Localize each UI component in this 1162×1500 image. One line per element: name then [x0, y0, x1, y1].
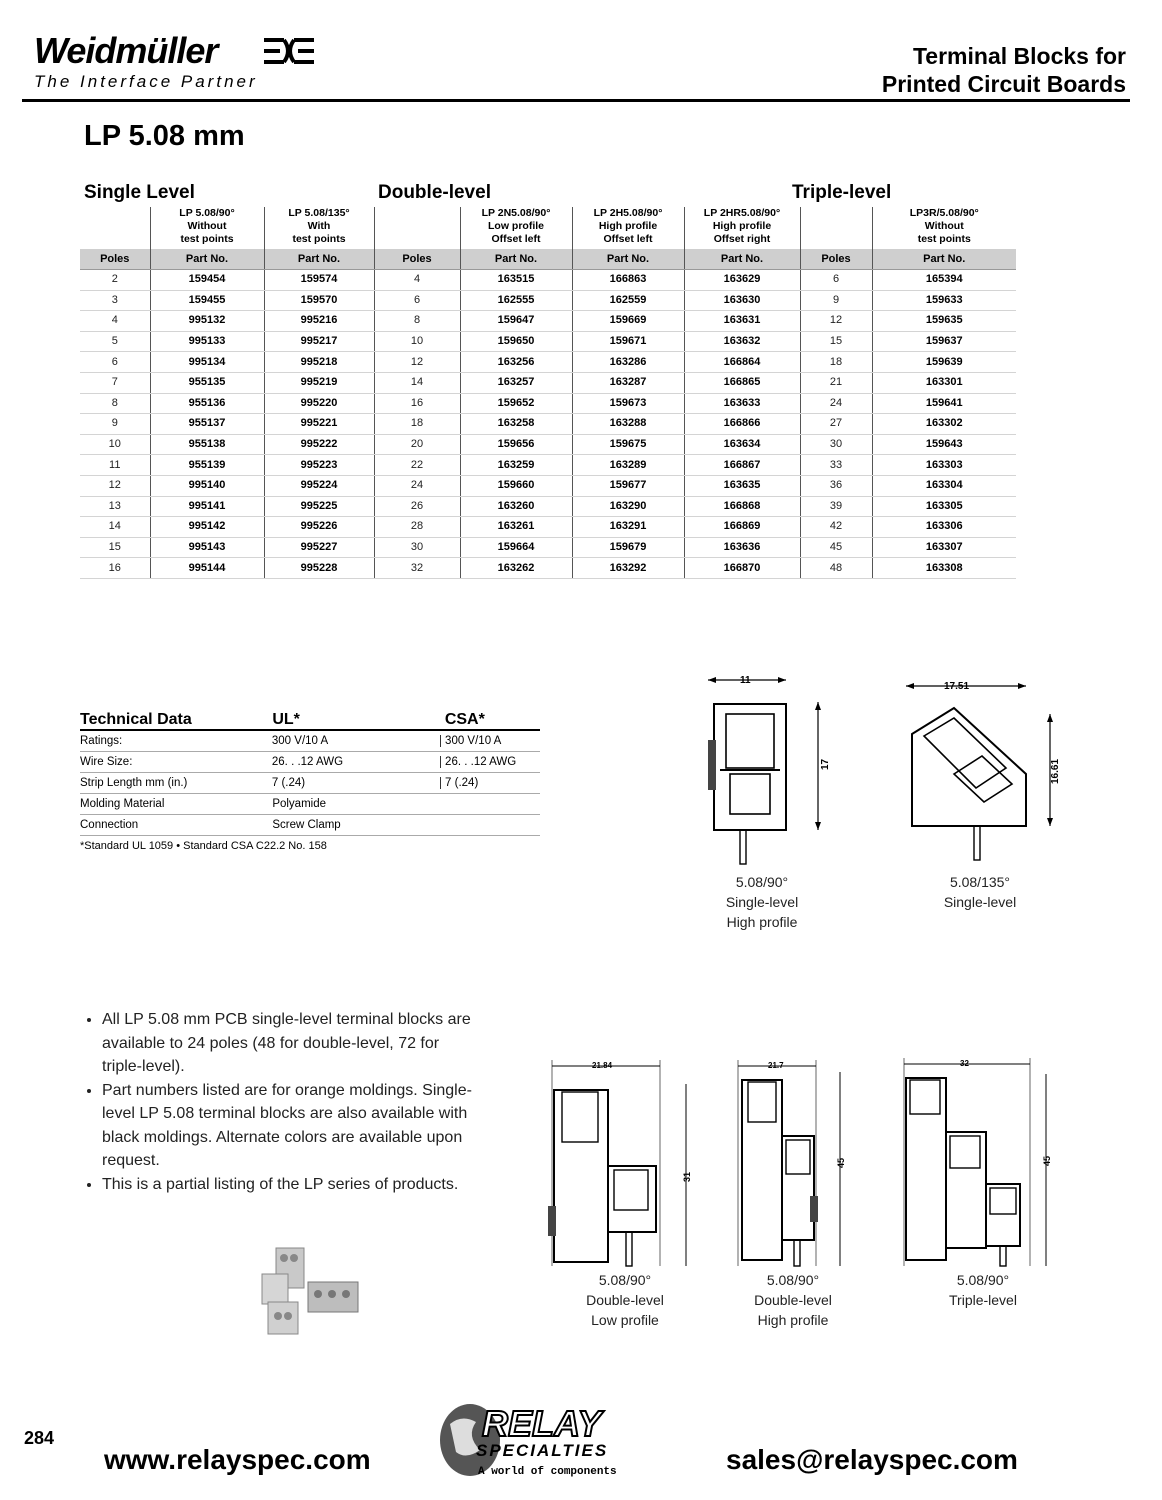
part-number-cell: 163630 — [684, 290, 800, 311]
poles-cell: 9 — [800, 290, 872, 311]
svg-text:RELAY: RELAY — [482, 1403, 602, 1444]
part-number-cell: 159574 — [264, 270, 374, 291]
poles-cell: 4 — [80, 311, 150, 332]
part-number-cell: 162559 — [572, 290, 684, 311]
poles-cell: 21 — [800, 372, 872, 393]
poles-cell: 39 — [800, 496, 872, 517]
part-number-cell: 159660 — [460, 475, 572, 496]
caption-triple-level: 5.08/90° Triple-level — [949, 1272, 1017, 1308]
part-number-cell: 163636 — [684, 537, 800, 558]
part-number-cell: 162555 — [460, 290, 572, 311]
part-number-cell: 995141 — [150, 496, 264, 517]
part-number-cell: 995143 — [150, 537, 264, 558]
part-number-cell: 159570 — [264, 290, 374, 311]
tech-ul-cell: 26. . .12 AWG — [271, 756, 344, 768]
part-number-cell: 995226 — [264, 517, 374, 538]
table-row — [80, 434, 1016, 455]
part-number-cell: 163302 — [872, 414, 1016, 435]
part-number-cell: 163304 — [872, 475, 1016, 496]
part-number-cell: 955135 — [150, 372, 264, 393]
part-number-cell: 995228 — [264, 558, 374, 579]
part-number-cell: 163634 — [684, 434, 800, 455]
poles-cell: 26 — [374, 496, 460, 517]
tech-title: Technical Data — [80, 711, 192, 728]
caption-single-level-90: 5.08/90° Single-level High profile — [725, 874, 799, 930]
part-number-cell: 995221 — [264, 414, 374, 435]
poles-cell: 24 — [374, 475, 460, 496]
drawing-single-level-135 — [894, 674, 1070, 870]
poles-cell: 6 — [374, 290, 460, 311]
col-header-lp2n508: LP 2N5.08/90° Low profile Offset left — [460, 207, 572, 249]
poles-header: Poles — [800, 249, 872, 270]
poles-cell: 4 — [374, 270, 460, 291]
part-number-cell: 955137 — [150, 414, 264, 435]
part-number-cell: 159679 — [572, 537, 684, 558]
tech-row — [80, 773, 540, 794]
poles-cell: 33 — [800, 455, 872, 476]
part-number-cell: 163257 — [460, 372, 572, 393]
poles-cell: 45 — [800, 537, 872, 558]
drawing-triple-level — [896, 1056, 1058, 1272]
col-header-lp2h508: LP 2H5.08/90° High profile Offset left — [572, 207, 684, 249]
poles-cell: 15 — [80, 537, 150, 558]
part-number-cell: 163292 — [572, 558, 684, 579]
part-number-cell: 995134 — [150, 352, 264, 373]
table-row — [80, 311, 1016, 332]
part-number-cell: 163262 — [460, 558, 572, 579]
part-number-cell: 163303 — [872, 455, 1016, 476]
svg-text:A world of components: A world of components — [478, 1466, 617, 1478]
poles-cell: 8 — [374, 311, 460, 332]
relay-specialties-logo — [436, 1400, 686, 1484]
part-number-cell: 995144 — [150, 558, 264, 579]
poles-cell: 9 — [80, 414, 150, 435]
dim-width: 21.84 — [592, 1061, 613, 1070]
part-number-cell: 995220 — [264, 393, 374, 414]
tech-label-cell: Wire Size: — [80, 756, 133, 768]
table-row — [80, 414, 1016, 435]
part-number-cell: 159639 — [872, 352, 1016, 373]
tech-label-cell: Molding Material — [80, 798, 165, 810]
part-number-cell: 163631 — [684, 311, 800, 332]
part-number-cell: 163259 — [460, 455, 572, 476]
part-number-cell: 163290 — [572, 496, 684, 517]
table-row — [80, 270, 1016, 291]
part-number-cell: 163256 — [460, 352, 572, 373]
part-number-cell: 955136 — [150, 393, 264, 414]
part-number-cell: 163307 — [872, 537, 1016, 558]
col-header-lp508-90: LP 5.08/90° Without test points — [150, 207, 264, 249]
svg-text:SPECIALTIES: SPECIALTIES — [476, 1441, 609, 1460]
document-title — [882, 42, 1126, 98]
poles-cell: 12 — [800, 311, 872, 332]
sub-header-row — [80, 249, 1016, 270]
table-row — [80, 352, 1016, 373]
poles-header: Poles — [374, 249, 460, 270]
poles-cell: 10 — [80, 434, 150, 455]
part-number-cell: 159677 — [572, 475, 684, 496]
poles-cell: 42 — [800, 517, 872, 538]
part-number-cell: 163306 — [872, 517, 1016, 538]
poles-cell: 12 — [374, 352, 460, 373]
part-number-cell: 165394 — [872, 270, 1016, 291]
dim-height: 17 — [820, 758, 831, 770]
poles-cell: 14 — [374, 372, 460, 393]
tech-ul-cell: Screw Clamp — [272, 819, 341, 831]
dim-width: 32 — [960, 1059, 969, 1068]
poles-cell: 7 — [80, 372, 150, 393]
poles-cell: 2 — [80, 270, 150, 291]
part-number-cell: 163258 — [460, 414, 572, 435]
poles-cell: 5 — [80, 331, 150, 352]
footer-email-link[interactable]: sales@relayspec.com — [726, 1444, 1018, 1475]
poles-header: Poles — [80, 249, 150, 270]
part-number-cell: 163288 — [572, 414, 684, 435]
tech-row — [80, 794, 540, 815]
poles-cell: 6 — [800, 270, 872, 291]
bullet-item: • All LP 5.08 mm PCB single-level terminal blocks are available to 24 poles (48 for double-level, 72 for triple-level). — [102, 1008, 482, 1079]
part-number-cell: 995225 — [264, 496, 374, 517]
part-number-cell: 163308 — [872, 558, 1016, 579]
dim-width: 11 — [740, 675, 751, 686]
dim-width: 17.51 — [944, 681, 970, 692]
tech-csa-cell: 300 V/10 A — [440, 735, 540, 747]
caption-double-level-high: 5.08/90° Double-level High profile — [754, 1272, 832, 1328]
part-number-cell: 166868 — [684, 496, 800, 517]
technical-data-table — [80, 707, 540, 852]
part-number-cell: 995218 — [264, 352, 374, 373]
drawing-single-level-90 — [690, 670, 840, 870]
header-rule — [22, 99, 1130, 102]
caption-single-level-135: 5.08/135° Single-level — [943, 874, 1017, 910]
poles-cell: 8 — [80, 393, 150, 414]
poles-cell: 12 — [80, 475, 150, 496]
table-row — [80, 455, 1016, 476]
part-number-cell: 995142 — [150, 517, 264, 538]
part-number-cell: 995132 — [150, 311, 264, 332]
poles-cell: 11 — [80, 455, 150, 476]
part-number-cell: 159635 — [872, 311, 1016, 332]
part-number-cell: 159673 — [572, 393, 684, 414]
page-number: 284 — [24, 1428, 55, 1448]
part-number-cell: 159656 — [460, 434, 572, 455]
part-number-cell: 995216 — [264, 311, 374, 332]
tech-label-cell: Strip Length mm (in.) — [80, 777, 188, 789]
poles-cell: 27 — [800, 414, 872, 435]
dim-height: 45 — [1042, 1155, 1052, 1166]
part-number-cell: 159455 — [150, 290, 264, 311]
tech-header-row — [80, 707, 540, 731]
table-row — [80, 372, 1016, 393]
part-number-cell: 159647 — [460, 311, 572, 332]
part-no-header: Part No. — [264, 249, 374, 270]
part-number-cell: 159633 — [872, 290, 1016, 311]
poles-cell: 15 — [800, 331, 872, 352]
parts-table — [80, 207, 1016, 579]
tech-label-cell: Ratings: — [80, 735, 123, 747]
part-number-cell: 995133 — [150, 331, 264, 352]
part-number-cell: 163633 — [684, 393, 800, 414]
caption-double-level-low: 5.08/90° Double-level Low profile — [586, 1272, 664, 1328]
part-number-cell: 163287 — [572, 372, 684, 393]
part-number-cell: 159650 — [460, 331, 572, 352]
part-number-cell: 166870 — [684, 558, 800, 579]
part-number-cell: 159643 — [872, 434, 1016, 455]
dim-height: 16.61 — [1050, 758, 1061, 784]
bullet-item: • This is a partial listing of the LP series of products. — [102, 1173, 482, 1197]
part-no-header: Part No. — [684, 249, 800, 270]
part-number-cell: 995224 — [264, 475, 374, 496]
poles-cell: 20 — [374, 434, 460, 455]
part-number-cell: 995219 — [264, 372, 374, 393]
poles-cell: 36 — [800, 475, 872, 496]
drawing-double-level-low — [544, 1056, 694, 1272]
part-number-cell: 159652 — [460, 393, 572, 414]
tech-label-cell: Connection — [80, 819, 139, 831]
part-number-cell: 163260 — [460, 496, 572, 517]
tech-ul-cell: Polyamide — [272, 798, 327, 810]
part-number-cell: 163515 — [460, 270, 572, 291]
tech-ul-cell: 300 V/10 A — [271, 735, 329, 747]
tech-csa-cell: 26. . .12 AWG — [440, 756, 540, 768]
poles-cell: 16 — [80, 558, 150, 579]
bullet-item: • Part numbers listed are for orange moldings. Single-level LP 5.08 terminal blocks are also available with black moldings. Alternate colors are available upon request. — [102, 1079, 482, 1173]
tech-footnote: *Standard UL 1059 • Standard CSA C22.2 No. 158 — [80, 840, 327, 852]
poles-cell: 16 — [374, 393, 460, 414]
poles-cell: 30 — [374, 537, 460, 558]
poles-cell: 18 — [800, 352, 872, 373]
part-number-cell: 955139 — [150, 455, 264, 476]
drawing-double-level-high — [734, 1056, 856, 1272]
poles-cell: 28 — [374, 517, 460, 538]
part-number-cell: 166863 — [572, 270, 684, 291]
dim-height: 31 — [682, 1171, 692, 1182]
table-row — [80, 537, 1016, 558]
part-number-cell: 166866 — [684, 414, 800, 435]
part-number-cell: 166865 — [684, 372, 800, 393]
col-header-lp508-135: LP 5.08/135° With test points — [264, 207, 374, 249]
product-photo — [256, 1238, 366, 1342]
parts-table-body — [80, 270, 1016, 579]
tech-row — [80, 815, 540, 836]
part-number-cell: 163289 — [572, 455, 684, 476]
weidmuller-logo-icon — [262, 36, 318, 66]
poles-cell: 18 — [374, 414, 460, 435]
part-number-cell: 955138 — [150, 434, 264, 455]
brand-tagline: The Interface Partner — [34, 72, 258, 91]
part-number-cell: 163632 — [684, 331, 800, 352]
title-line-2: Printed Circuit Boards — [881, 71, 1126, 97]
part-number-cell: 163305 — [872, 496, 1016, 517]
group-single-level: Single Level — [84, 182, 195, 203]
part-number-cell: 159454 — [150, 270, 264, 291]
part-number-cell: 995223 — [264, 455, 374, 476]
part-number-cell: 166867 — [684, 455, 800, 476]
part-number-cell: 159675 — [572, 434, 684, 455]
part-number-cell: 995222 — [264, 434, 374, 455]
table-row — [80, 558, 1016, 579]
part-number-cell: 159669 — [572, 311, 684, 332]
part-number-cell: 159664 — [460, 537, 572, 558]
part-number-cell: 166864 — [684, 352, 800, 373]
tech-ul-header: UL* — [272, 711, 300, 728]
table-row — [80, 290, 1016, 311]
table-row — [80, 517, 1016, 538]
part-number-cell: 159671 — [572, 331, 684, 352]
part-number-cell: 163635 — [684, 475, 800, 496]
poles-cell: 22 — [374, 455, 460, 476]
poles-cell: 24 — [800, 393, 872, 414]
part-number-cell: 163286 — [572, 352, 684, 373]
part-no-header: Part No. — [572, 249, 684, 270]
table-row — [80, 475, 1016, 496]
part-number-cell: 163629 — [684, 270, 800, 291]
part-no-header: Part No. — [872, 249, 1016, 270]
product-title: LP 5.08 mm — [84, 120, 245, 152]
part-no-header: Part No. — [460, 249, 572, 270]
part-number-cell: 163291 — [572, 517, 684, 538]
tech-row — [80, 752, 540, 773]
col-header-lp2hr508: LP 2HR5.08/90° High profile Offset right — [684, 207, 800, 249]
title-line-1: Terminal Blocks for — [912, 43, 1126, 69]
dim-width: 21.7 — [768, 1061, 784, 1070]
part-number-cell: 166869 — [684, 517, 800, 538]
footer-url-link[interactable]: www.relayspec.com — [104, 1444, 371, 1475]
part-number-cell: 995217 — [264, 331, 374, 352]
col-header-lp3r508: LP3R/5.08/90° Without test points — [872, 207, 1016, 249]
poles-cell: 10 — [374, 331, 460, 352]
column-header-row — [80, 207, 1016, 249]
poles-cell: 13 — [80, 496, 150, 517]
table-row — [80, 496, 1016, 517]
tech-csa-header: CSA* — [444, 711, 485, 728]
feature-bullets — [82, 1008, 482, 1196]
table-row — [80, 331, 1016, 352]
part-no-header: Part No. — [150, 249, 264, 270]
dim-height: 45 — [836, 1157, 846, 1168]
part-number-cell: 163261 — [460, 517, 572, 538]
poles-cell: 30 — [800, 434, 872, 455]
tech-row — [80, 731, 540, 752]
part-number-cell: 159641 — [872, 393, 1016, 414]
tech-csa-cell: 7 (.24) — [440, 777, 540, 789]
part-number-cell: 995140 — [150, 475, 264, 496]
poles-cell: 6 — [80, 352, 150, 373]
part-number-cell: 159637 — [872, 331, 1016, 352]
poles-cell: 3 — [80, 290, 150, 311]
part-number-cell: 995227 — [264, 537, 374, 558]
poles-cell: 48 — [800, 558, 872, 579]
part-number-cell: 163301 — [872, 372, 1016, 393]
tech-ul-cell: 7 (.24) — [271, 777, 306, 789]
poles-cell: 14 — [80, 517, 150, 538]
group-double-level: Double-level — [378, 182, 491, 203]
table-row — [80, 393, 1016, 414]
poles-cell: 32 — [374, 558, 460, 579]
brand-name: Weidmüller — [34, 30, 218, 71]
group-triple-level: Triple-level — [792, 182, 892, 203]
